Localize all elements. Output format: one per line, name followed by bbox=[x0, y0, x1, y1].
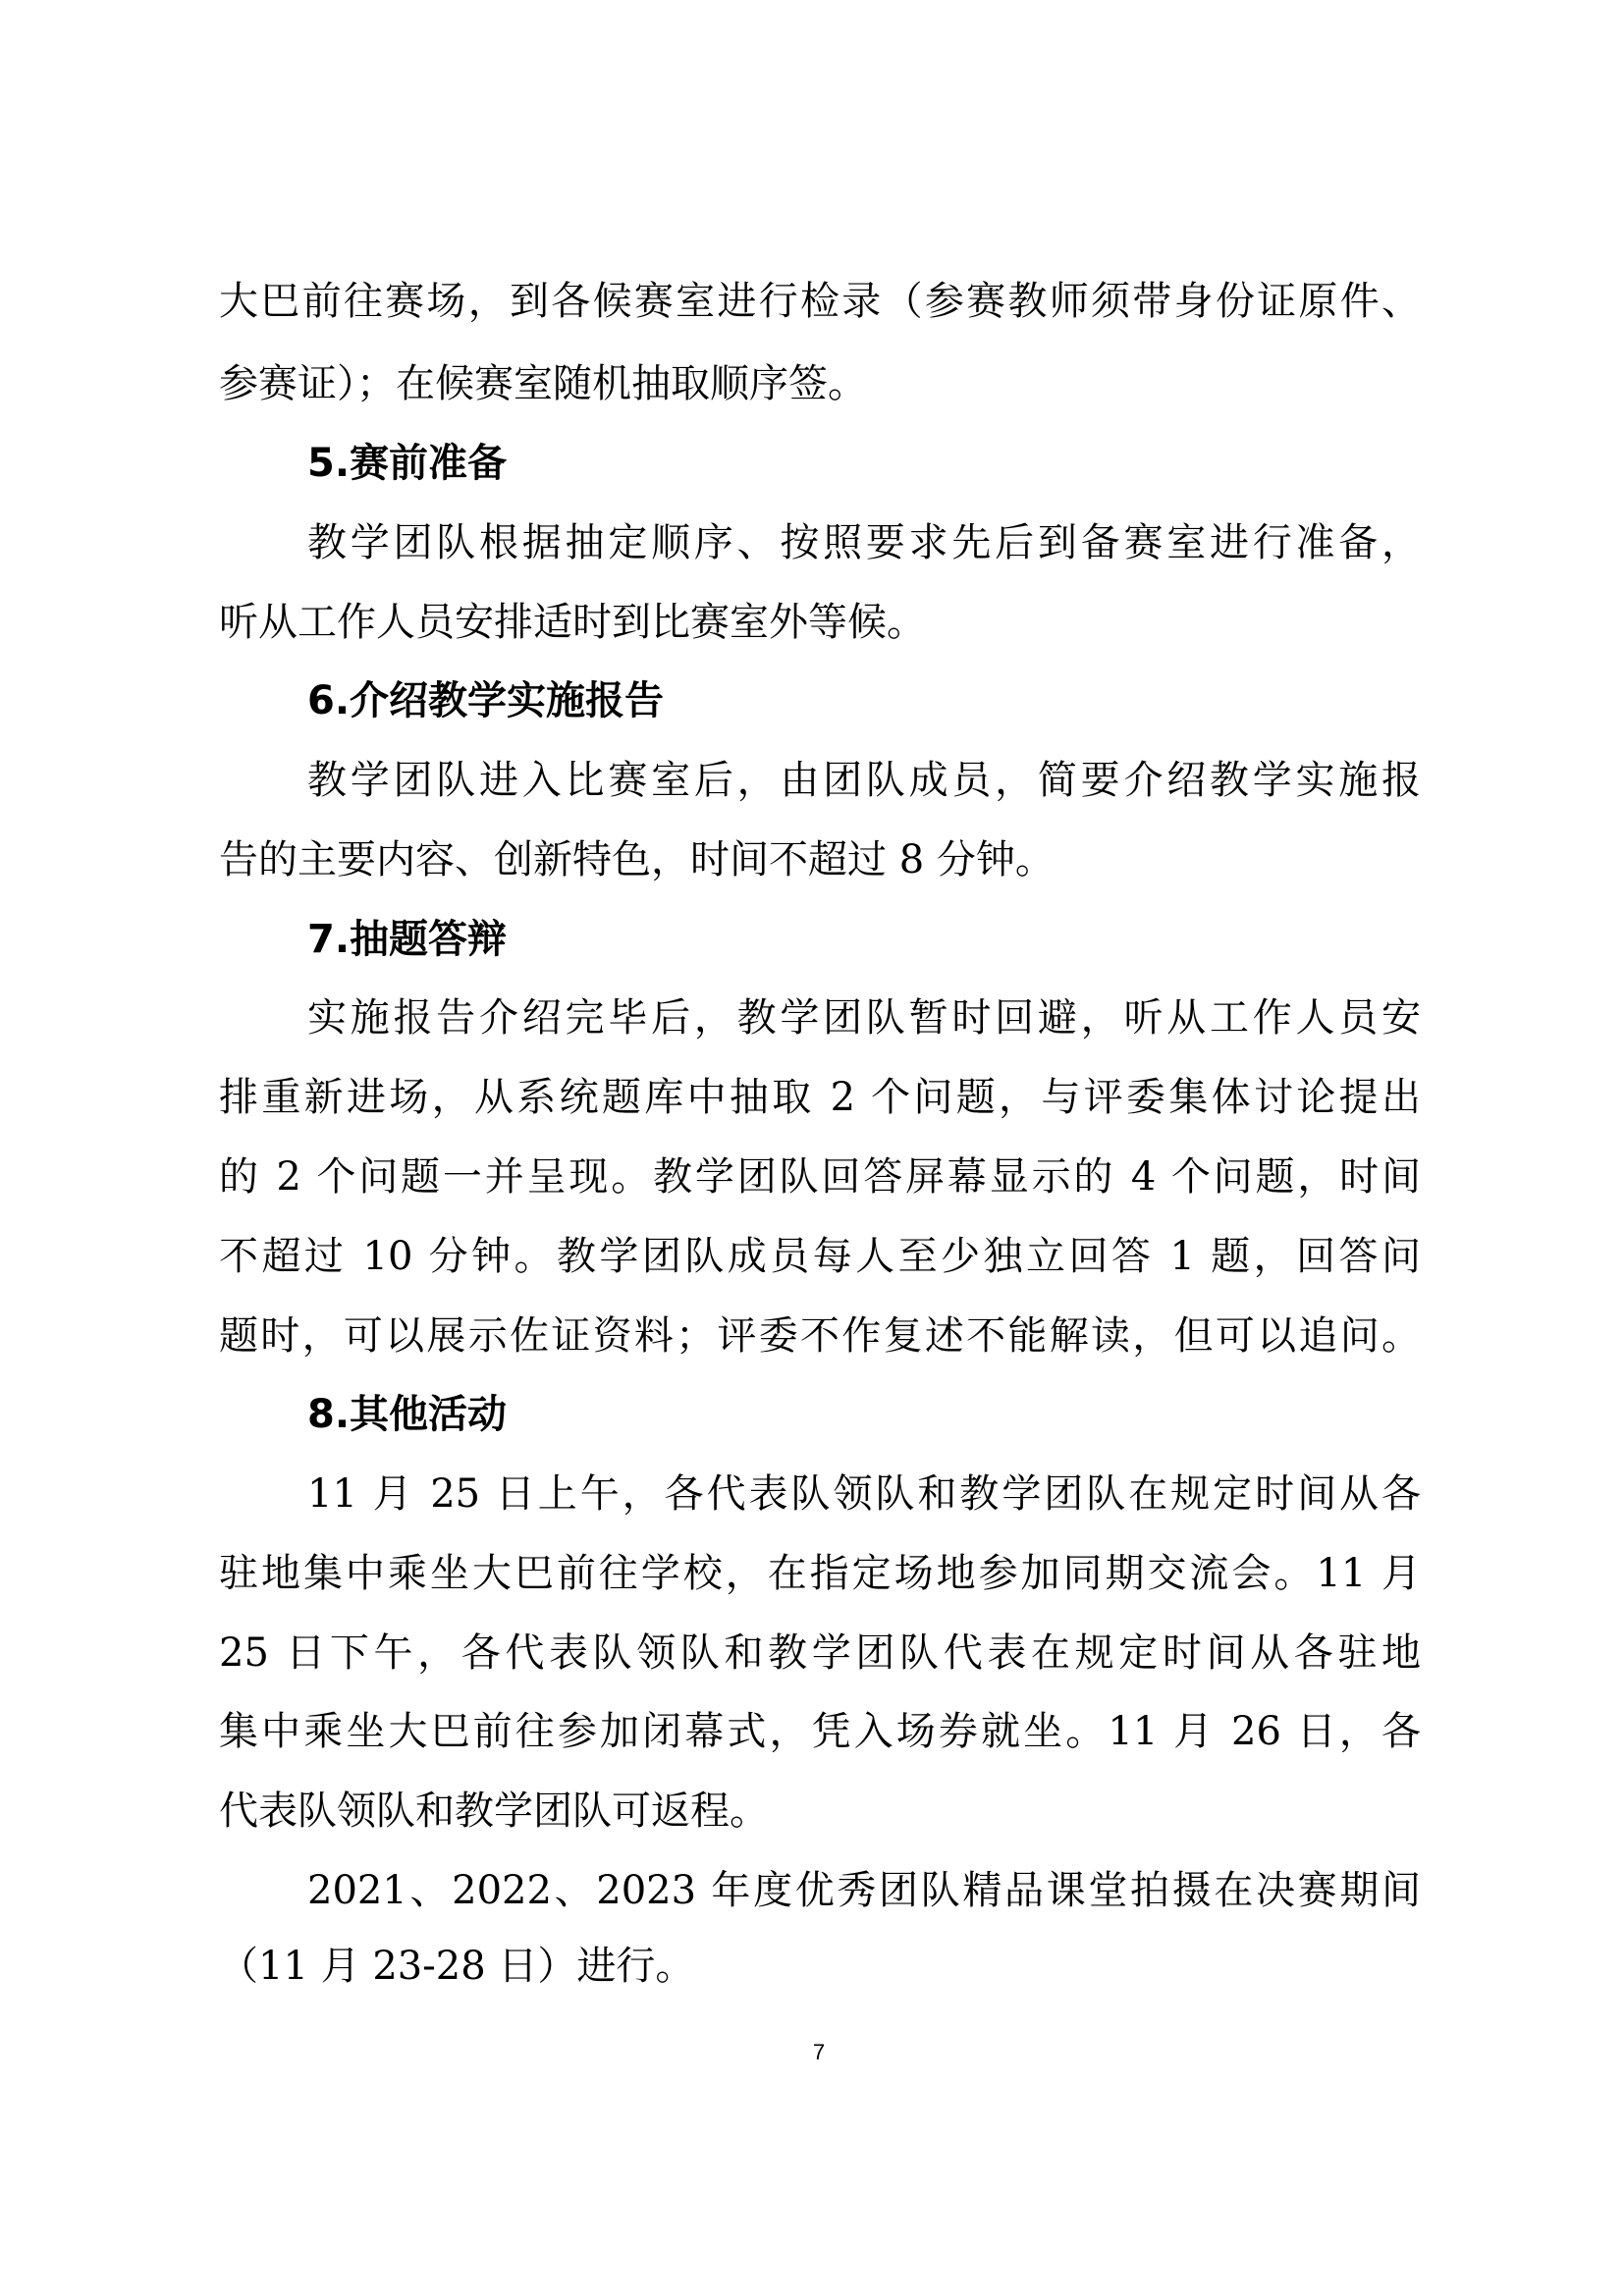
section-heading-5: 5.赛前准备 bbox=[307, 441, 508, 486]
body-line: 的 2 个问题一并呈现。教学团队回答屏幕显示的 4 个问题，时间 bbox=[219, 1154, 1421, 1200]
body-line: 实施报告介绍完毕后，教学团队暂时回避，听从工作人员安 bbox=[307, 995, 1421, 1041]
body-line: 代表队领队和教学团队可返程。 bbox=[219, 1789, 769, 1834]
body-line: 2021、2022、2023 年度优秀团队精品课堂拍摄在决赛期间 bbox=[307, 1868, 1421, 1913]
section-heading-6: 6.介绍教学实施报告 bbox=[307, 678, 665, 723]
body-line: 大巴前往赛场，到各候赛室进行检录（参赛教师须带身份证原件、 bbox=[219, 279, 1421, 324]
body-line: 驻地集中乘坐大巴前往学校，在指定场地参加同期交流会。11 月 bbox=[219, 1551, 1421, 1596]
section-heading-7: 7.抽题答辩 bbox=[307, 917, 508, 962]
body-line: 题时，可以展示佐证资料；评委不作复述不能解读，但可以追问。 bbox=[219, 1313, 1421, 1359]
body-line: 告的主要内容、创新特色，时间不超过 8 分钟。 bbox=[219, 837, 1055, 882]
body-line: 参赛证）；在候赛室随机抽取顺序签。 bbox=[219, 361, 867, 406]
body-line: 不超过 10 分钟。教学团队成员每人至少独立回答 1 题，回答问 bbox=[219, 1234, 1421, 1279]
body-line: （11 月 23-28 日）进行。 bbox=[219, 1944, 695, 1989]
body-line: 听从工作人员安排适时到比赛室外等候。 bbox=[219, 600, 926, 645]
body-line: 排重新进场，从系统题库中抽取 2 个问题，与评委集体讨论提出 bbox=[219, 1075, 1421, 1120]
section-heading-8: 8.其他活动 bbox=[307, 1392, 508, 1437]
body-line: 11 月 25 日上午，各代表队领队和教学团队在规定时间从各 bbox=[307, 1471, 1421, 1517]
body-line: 教学团队根据抽定顺序、按照要求先后到备赛室进行准备， bbox=[307, 520, 1421, 565]
body-line: 集中乘坐大巴前往参加闭幕式，凭入场券就坐。11 月 26 日，各 bbox=[219, 1709, 1421, 1754]
body-line: 25 日下午，各代表队领队和教学团队代表在规定时间从各驻地 bbox=[219, 1630, 1421, 1676]
page-number: 7 bbox=[812, 2040, 826, 2064]
body-line: 教学团队进入比赛室后，由团队成员，简要介绍教学实施报 bbox=[307, 758, 1421, 803]
